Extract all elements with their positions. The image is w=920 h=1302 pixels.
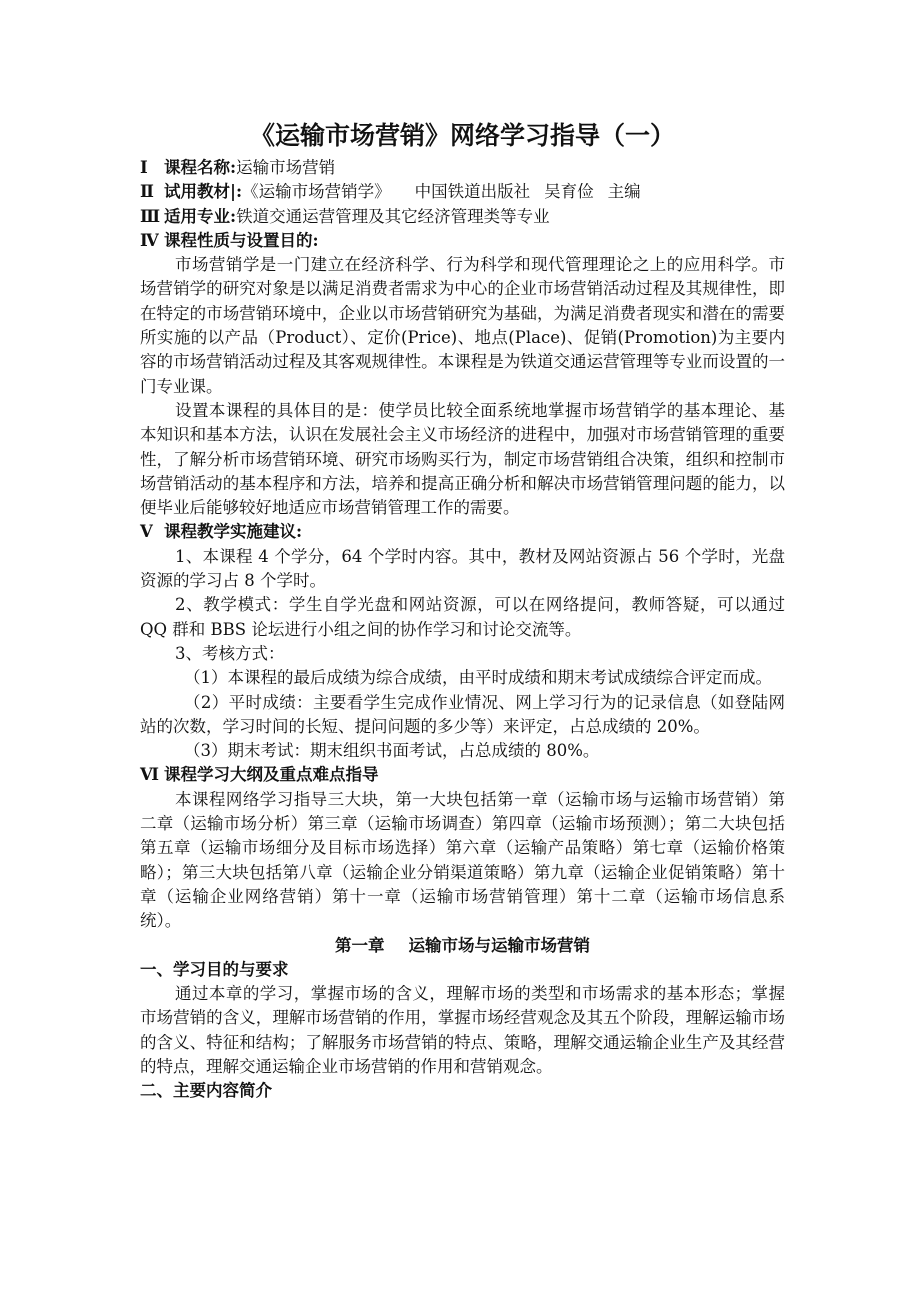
section-heading [140,763,785,787]
info-value: 运输市场营销 [236,158,336,177]
document-title: 《运输市场营销》网络学习指导（一） [249,121,675,150]
textbook-role: 主编 [607,182,641,202]
info-value: 铁道交通运营管理及其它经济管理类等专业 [236,206,550,226]
paragraph: 3、考核方式： [175,643,285,663]
document-page [140,118,785,1104]
chapter-name: 运输市场与运输市场营销 [408,935,590,955]
roman-numeral: Ⅴ [140,522,153,542]
info-major [140,205,785,229]
roman-numeral: Ⅱ [140,182,154,202]
paragraph: 2、教学模式：学生自学光盘和网站资源，可以在网络提问，教师答疑，可以通过 QQ 群和 BBS 论坛进行小组之间的协作学习和讨论交流等。 [140,595,785,639]
info-label: 课程性质与设置目的: [164,230,319,250]
roman-numeral: Ⅰ [140,158,148,177]
chapter-number: 第一章 [335,935,385,955]
info-label: 适用专业: [164,206,237,226]
paragraph: 本课程网络学习指导三大块，第一大块包括第一章（运输市场与运输市场营销）第二章（运输市场分析）第三章（运输市场调查）第四章（运输市场预测）；第二大块包括第五章（运输市场细分及目标市场选择）第六章（运输产品策略）第七章（运输价格策略）；第三大块包括第八章（运输企业分销渠道策略）第九章（运输企业促销策略）第十章（运输企业网络营销）第十一章（运输市场营销管理）第十二章（运输市场信息系统）。 [140,789,785,931]
paragraph: 1、本课程 4 个学分，64 个学时内容。其中，教材及网站资源占 56 个学时，光盘资源的学习占 8 个学时。 [140,546,785,591]
paragraph: （1）本课程的最后成绩为综合成绩，由平时成绩和期末考试成绩综合评定而成。 [184,668,772,688]
subsection-heading: 二、主要内容简介 [140,1081,272,1101]
paragraph: （2）平时成绩：主要看学生完成作业情况、网上学习行为的记录信息（如登陆网站的次数，学习时间的长短、提问问题的多少等）来评定，占总成绩的 20%。 [140,692,785,736]
section-label: 课程教学实施建议: [164,522,303,542]
section-heading [140,520,785,544]
subsection-heading: 一、学习目的与要求 [140,959,289,979]
textbook-author: 吴育俭 [544,182,594,202]
paragraph: 市场营销学是一门建立在经济科学、行为科学和现代管理理论之上的应用科学。市场营销学的研究对象是以满足消费者需求为中心的企业市场营销活动过程及其规律性，即在特定的市场营销环境中，企业以市场营销研究为基础，为满足消费者现实和潜在的需要所实施的以产品（Product）、定价(Price)、地点(Place)、促销(Promotion)为主要内容的市场营销活动过程及其客观规律性。本课程是为铁道交通运营管理等专业而设置的一门专业课。 [140,255,785,396]
info-nature-heading [140,229,785,253]
section-label: 课程学习大纲及重点难点指导 [164,765,379,785]
info-course-name [140,156,785,180]
info-label: 课程名称: [164,158,237,177]
roman-numeral: Ⅲ [140,206,161,226]
paragraph: 通过本章的学习，掌握市场的含义，理解市场的类型和市场需求的基本形态；掌握市场营销的含义，理解市场营销的作用，掌握市场经营观念及其五个阶段，理解运输市场的含义、特征和结构；了解服务市场营销的特点、策略，理解交通运输企业生产及其经营的特点，理解交通运输企业市场营销的作用和营销观念。 [140,984,785,1076]
roman-numeral: Ⅳ [140,230,159,250]
roman-numeral: Ⅵ [140,765,159,785]
textbook-publisher: 中国铁道出版社 [414,182,531,202]
chapter-title [140,934,785,958]
paragraph: （3）期末考试：期末组织书面考试，占总成绩的 80%。 [184,741,600,761]
info-label: 试用教材|: [164,182,243,202]
paragraph: 设置本课程的具体目的是：使学员比较全面系统地掌握市场营销学的基本理论、基本知识和基本方法，认识在发展社会主义市场经济的进程中，加强对市场营销管理的重要性，了解分析市场营销环境、研究市场购买行为，制定市场营销组合决策，组织和控制市场营销活动的基本程序和方法，培养和提高正确分析和解决市场营销管理问题的能力，以便毕业后能够较好地适应市场营销管理工作的需要。 [140,400,785,518]
info-value: 《运输市场营销学》 [242,182,391,202]
info-textbook [140,180,785,204]
